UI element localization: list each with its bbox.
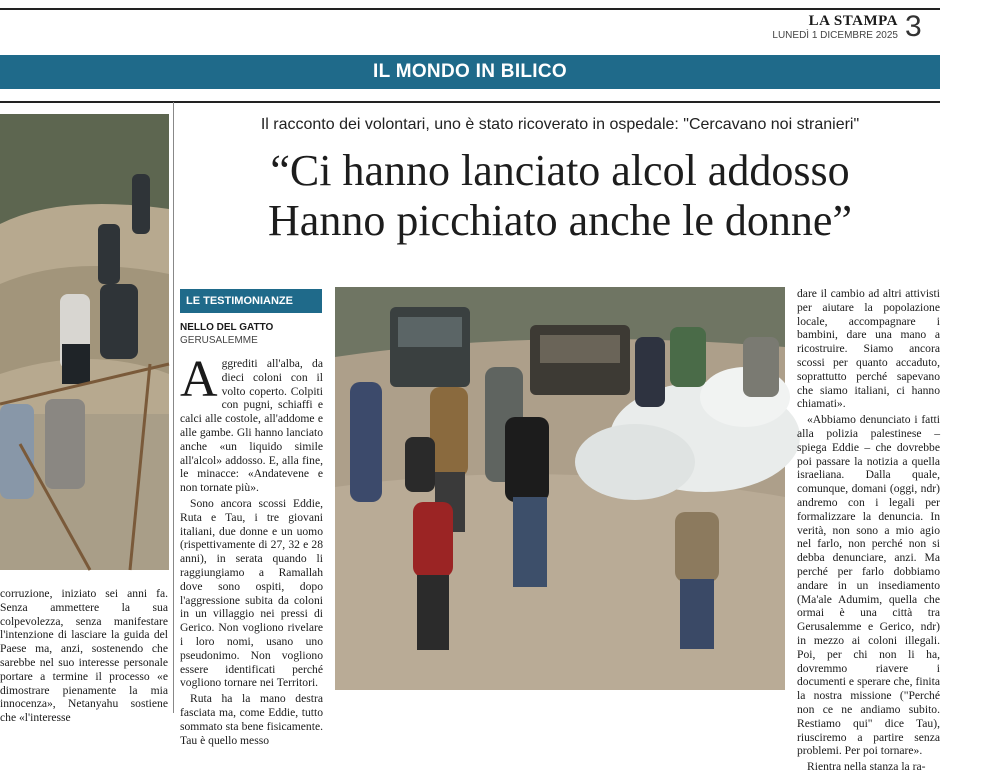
masthead-rule	[0, 8, 940, 10]
drop-cap: A	[180, 351, 218, 408]
page-number: 3	[905, 10, 922, 43]
body-paragraph: dare il cambio ad altri attivisti per aiutare la popolazione locale, accompagnare i bambini, dare una mano a ricostruire. Siamo ancora scossi per quanto accaduto, soprattutto perché sapevano che siamo italiani, ci hanno chiamati».	[797, 287, 940, 411]
issue-date: LUNEDÌ 1 DICEMBRE 2025	[772, 30, 898, 41]
column-divider	[173, 102, 174, 713]
body-column-1	[180, 351, 323, 747]
continued-paragraph: corruzione, iniziato sei anni fa. Senza ammettere la sua colpevolezza, senza manifestare l'intenzione di lasciare la guida del Paese ma, anzi, sostenendo che sarebbe nel suo interesse personale portare a termine il processo «e dimostrare pienamente la mia innocenza», Netanyahu sostiene che «l'interesse	[0, 587, 168, 725]
lead-text: ggrediti all'alba, da dieci coloni con il volto coperto. Colpiti con pugni, schiaffi e calci alle costole, all'addome e alle gambe. Gli hanno lanciato anche «un liquido simile all'alcol» addosso. E, alla fine, le minacce: «Andatevene e non tornate più».	[180, 357, 323, 495]
section-banner: IL MONDO IN BILICO	[0, 55, 940, 89]
headline-line-1: “Ci hanno lanciato alcol addosso	[270, 146, 850, 195]
article-kicker: Il racconto dei volontari, uno è stato ricoverato in ospedale: "Cercavano noi stranieri"	[260, 116, 860, 133]
continued-column	[0, 587, 168, 725]
article-headline	[180, 146, 940, 246]
main-photo	[335, 287, 785, 690]
section-rule	[0, 101, 940, 103]
left-photo	[0, 114, 169, 570]
body-paragraph: Rientra nella stanza la ra-	[807, 760, 926, 774]
section-tag: LE TESTIMONIANZE	[180, 289, 322, 313]
headline-line-2: Hanno picchiato anche le donne”	[268, 196, 852, 245]
newspaper-brand: LA STAMPA	[808, 13, 898, 29]
lead-paragraph	[180, 351, 323, 495]
left-photo-illustration	[0, 114, 169, 570]
body-column-3	[797, 287, 940, 774]
main-photo-illustration	[335, 287, 785, 690]
body-paragraph: «Abbiamo denunciato i fatti alla polizia palestinese – spiega Eddie – che dovrebbe poi passare la notizia a quella israeliana. Dalla quale, comunque, domani (oggi, ndr) andremo con i legali per formalizzare la denuncia. In verità, non sono a mio agio nel farlo, non perché non si debba denunciare, anzi. Ma perché per farlo dobbiamo andare in un insediamento (Ma'ale Adumim, quella che ormai è una città tra Gerusalemme e Gerico, ndr) in mezzo ai coloni illegali. Poi, per chi non li ha, dovremmo riavere i documenti e sperare che, finita la nostra missione ("Perché non ce ne andiamo subito. Restiamo qui" dice Tau), riusciremo a partire senza problemi. Per poi tornare».	[797, 413, 940, 758]
body-paragraph: Ruta ha la mano destra fasciata ma, come Eddie, tutto sommato sta bene fisicamente. Tau è quello messo	[180, 692, 323, 747]
body-paragraph: Sono ancora scossi Eddie, Ruta e Tau, i tre giovani italiani, due donne e un uomo (rispettivamente di 27, 32 e 28 anni), in serata quando li raggiungiamo a Ramallah dove sono ospiti, dopo l'aggressione subita da coloni in un villaggio nei pressi di Gerico. Non vogliono rivelare i loro nomi, usano uno pseudonimo. Non vogliono essere identificati perché vogliono tornare nei Territori.	[180, 496, 323, 690]
author-byline: NELLO DEL GATTO	[180, 322, 274, 333]
dateline-place: GERUSALEMME	[180, 335, 258, 346]
